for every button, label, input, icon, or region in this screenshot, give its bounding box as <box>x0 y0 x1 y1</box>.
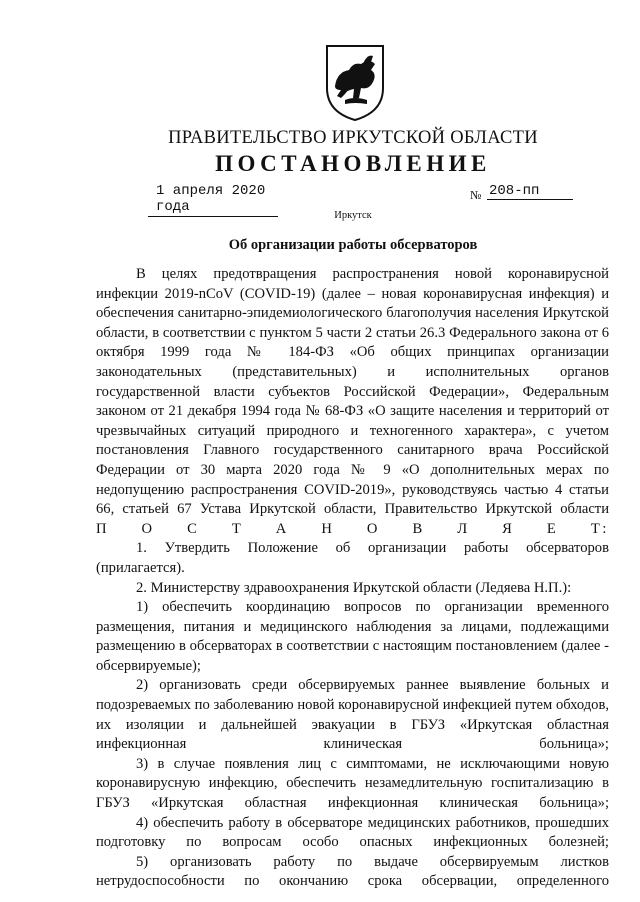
document-subject: Об организации работы обсерваторов <box>228 237 478 253</box>
document-number: 208-пп <box>487 183 573 200</box>
subclause-5-paragraph: 5) организовать работу по выдаче обсервируемым листков нетрудоспособности по окончанию срока обсервации, определенного <box>96 853 609 890</box>
subclause-4-paragraph: 4) обеспечить работу в обсерваторе медицинских работников, прошедших подготовку по вопросам особо опасных инфекционных болезней; <box>96 814 609 851</box>
document-date: 1 апреля 2020 года <box>148 183 278 217</box>
preamble-paragraph: В целях предотвращения распространения новой коронавирусной инфекции 2019-nCoV (COVID-19) (далее – новая коронавирусная инфекция) и обеспечения санитарно-эпидемиологического благополучия населения Иркутской области, в соответствии с пунктом 5 части 2 статьи 26.3 Федерального закона от 6 октября 1999 года № 184-ФЗ «Об общих принципах организации законодательных (представительных) и исполнительных органов государственной власти субъектов Российской Федерации», Федеральным законом от 21 декабря 1994 года № 68-ФЗ «О защите населения и территорий от чрезвычайных ситуаций природного и техногенного характера», с учетом постановления Главного государственного санитарного врача Российской Федерации от 30 марта 2020 года № 9 «О дополнительных мерах по недопущению распространения COVID-2019», руководствуясь частью 4 статьи 66, статьей 67 Устава Иркутской области, Правительство Иркутской области <box>96 266 609 518</box>
number-sign: № <box>470 188 482 202</box>
resolves-heading: П О С Т А Н О В Л Я Е Т: <box>96 520 609 537</box>
issuing-authority: ПРАВИТЕЛЬСТВО ИРКУТСКОЙ ОБЛАСТИ <box>168 128 538 148</box>
city-name: Иркутск <box>334 210 372 221</box>
document-body <box>96 265 609 892</box>
subclause-1-paragraph: 1) обеспечить координацию вопросов по организации временного размещения, питания и медицинского наблюдения за лицами, подлежащими размещению в обсерваторах в соответствии с настоящим постановлением (далее - обсервируемые); <box>96 599 609 674</box>
document-type-title: ПОСТАНОВЛЕНИЕ <box>215 151 491 176</box>
subclause-2-paragraph: 2) организовать среди обсервируемых раннее выявление больных и подозреваемых по заболеванию новой коронавирусной инфекцией путем обходов, их изоляции и дальнейшей эвакуации в ГБУЗ «Иркутская областная инфекционная клиническая больница»; <box>96 677 609 753</box>
irkutsk-coat-of-arms-emblem <box>323 42 387 122</box>
clause-2-paragraph: 2. Министерству здравоохранения Иркутской области (Ледяева Н.П.): <box>136 579 572 596</box>
subclause-3-paragraph: 3) в случае появления лиц с симптомами, не исключающими новую коронавирусную инфекцию, обеспечить незамедлительную госпитализацию в ГБУЗ «Иркутская областная инфекционная клиническая больница»; <box>96 755 609 812</box>
clause-1-paragraph: 1. Утвердить Положение об организации работы обсерваторов (прилагается). <box>96 540 609 576</box>
